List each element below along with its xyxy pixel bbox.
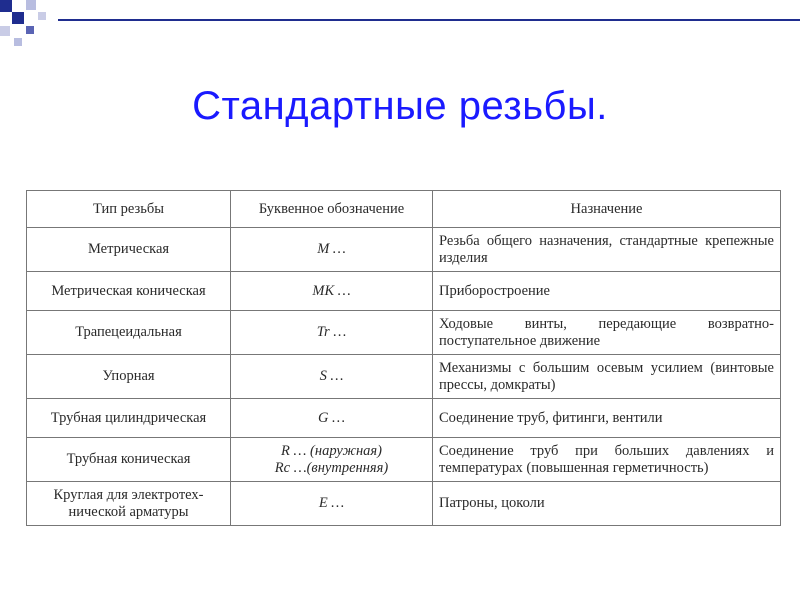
table-row — [27, 272, 781, 311]
table-row — [27, 399, 781, 438]
cell-type: Трубная цилиндрическая — [27, 399, 231, 438]
cell-purpose: Ходовые винты, передающие возвратно-поступательное движение — [433, 311, 781, 355]
cell-purpose: Механизмы с большим осевым усилием (винтовые прессы, домкраты) — [433, 355, 781, 399]
header-purpose: Назначение — [433, 191, 781, 228]
designation-internal: Rc …(внутренняя) — [274, 459, 389, 476]
thread-table — [26, 190, 781, 526]
table-row — [27, 355, 781, 399]
header-type: Тип резьбы — [27, 191, 231, 228]
table-row — [27, 482, 781, 526]
cell-purpose: Приборостроение — [433, 272, 781, 311]
corner-decoration — [0, 0, 60, 60]
table-row — [27, 228, 781, 272]
cell-designation: Tr … — [231, 311, 433, 355]
table-row — [27, 311, 781, 355]
cell-designation: MK … — [231, 272, 433, 311]
cell-purpose: Соединение труб при больших давлениях и температурах (повышенная герметичность) — [433, 438, 781, 482]
header-designation: Буквенное обозначение — [231, 191, 433, 228]
cell-designation: M … — [231, 228, 433, 272]
cell-purpose: Патроны, цоколи — [433, 482, 781, 526]
cell-purpose: Резьба общего назначения, стандартные крепежные изделия — [433, 228, 781, 272]
cell-type: Метрическая коническая — [27, 272, 231, 311]
cell-type: Трапецеидальная — [27, 311, 231, 355]
header-rule — [58, 19, 800, 21]
cell-designation: S … — [231, 355, 433, 399]
cell-type: Круглая для электротех-нической арматуры — [27, 482, 231, 526]
thread-table-container — [26, 190, 780, 526]
table-header-row — [27, 191, 781, 228]
cell-designation — [231, 438, 433, 482]
cell-type: Трубная коническая — [27, 438, 231, 482]
cell-type: Упорная — [27, 355, 231, 399]
cell-purpose: Соединение труб, фитинги, вентили — [433, 399, 781, 438]
table-row — [27, 438, 781, 482]
cell-type: Метрическая — [27, 228, 231, 272]
designation-external: R … (наружная) — [281, 442, 382, 459]
slide-title: Стандартные резьбы. — [192, 84, 608, 128]
cell-designation: E … — [231, 482, 433, 526]
cell-designation: G … — [231, 399, 433, 438]
